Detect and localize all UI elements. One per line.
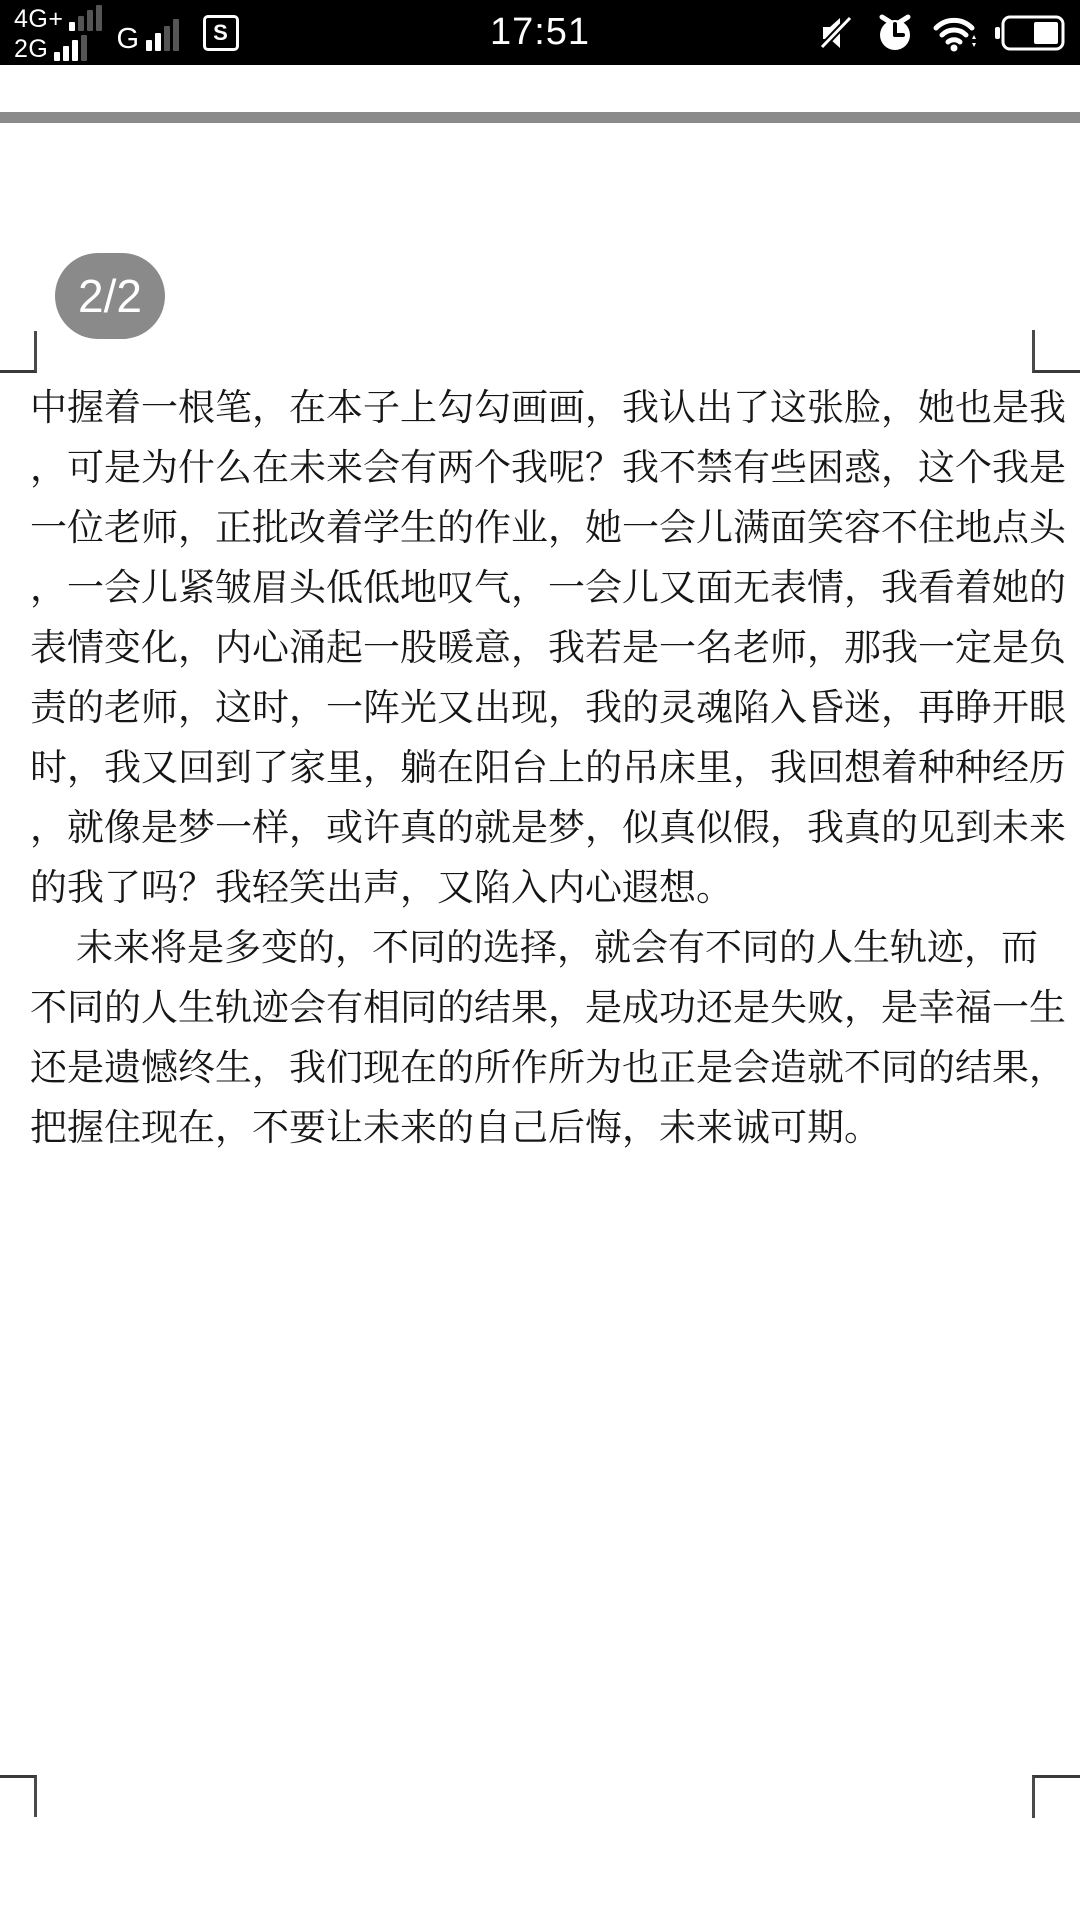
signal-bars-icon <box>146 19 179 53</box>
text-line: 中握着一根笔，在本子上勾勾画画，我认出了这张脸，她也是我 <box>30 387 1066 428</box>
status-bar-left <box>14 3 490 63</box>
network-type-label: G <box>116 22 140 55</box>
crop-corner-top-right-icon <box>1032 330 1080 373</box>
wifi-icon <box>932 13 978 53</box>
text-line: ，就像是梦一样，或许真的就是梦，似真似假，我真的见到未来 <box>30 807 1066 848</box>
text-line: ，一会儿紧皱眉头低低地叹气，一会儿又面无表情，我看着她的 <box>30 567 1066 608</box>
text-line: 表情变化，内心涌起一股暖意，我若是一名老师，那我一定是负 <box>30 627 1066 668</box>
text-line: 未来将是多变的，不同的选择，就会有不同的人生轨迹，而 <box>76 927 1038 968</box>
text-line: 的我了吗？我轻笑出声，又陷入内心遐想。 <box>30 867 733 908</box>
document-text-area[interactable] <box>30 378 1066 1158</box>
signal-bars-icon <box>54 35 87 63</box>
battery-icon <box>994 14 1066 52</box>
network-type-label: 2G <box>14 34 49 63</box>
text-line: 把握住现在，不要让未来的自己后悔，未来诚可期。 <box>30 1107 881 1148</box>
crop-corner-bottom-left-icon <box>0 1775 37 1817</box>
page-indicator-badge: 2/2 <box>55 253 165 339</box>
scroll-progress-bar <box>0 112 1080 123</box>
text-line: 还是遗憾终生，我们现在的所作所为也正是会造就不同的结果， <box>30 1047 1066 1088</box>
status-bar-right <box>590 12 1066 54</box>
sim-s-icon <box>203 15 239 51</box>
text-line: 责的老师，这时，一阵光又出现，我的灵魂陷入昏迷，再睁开眼 <box>30 687 1066 728</box>
sim1-signal <box>14 3 102 33</box>
dual-sim-signal <box>14 3 102 63</box>
sim2-signal <box>14 33 102 63</box>
sim-s-label: S <box>213 19 228 45</box>
text-line: 一位老师，正批改着学生的作业，她一会儿满面笑容不住地点头 <box>30 507 1066 548</box>
network-type-label: 4G+ <box>14 4 64 33</box>
text-line: 时，我又回到了家里，躺在阳台上的吊床里，我回想着种种经历 <box>30 747 1066 788</box>
text-line: ，可是为什么在未来会有两个我呢？我不禁有些困惑，这个我是 <box>30 447 1066 488</box>
text-line: 不同的人生轨迹会有相同的结果，是成功还是失败，是幸福一生 <box>30 987 1066 1028</box>
crop-corner-top-left-icon <box>0 331 37 373</box>
status-time: 17:51 <box>489 11 591 53</box>
signal-bars-icon <box>69 5 102 33</box>
crop-corner-bottom-right-icon <box>1032 1775 1080 1818</box>
status-bar <box>0 0 1080 65</box>
mute-icon <box>818 13 858 53</box>
alarm-clock-icon <box>874 12 916 54</box>
sim3-signal <box>116 13 178 53</box>
